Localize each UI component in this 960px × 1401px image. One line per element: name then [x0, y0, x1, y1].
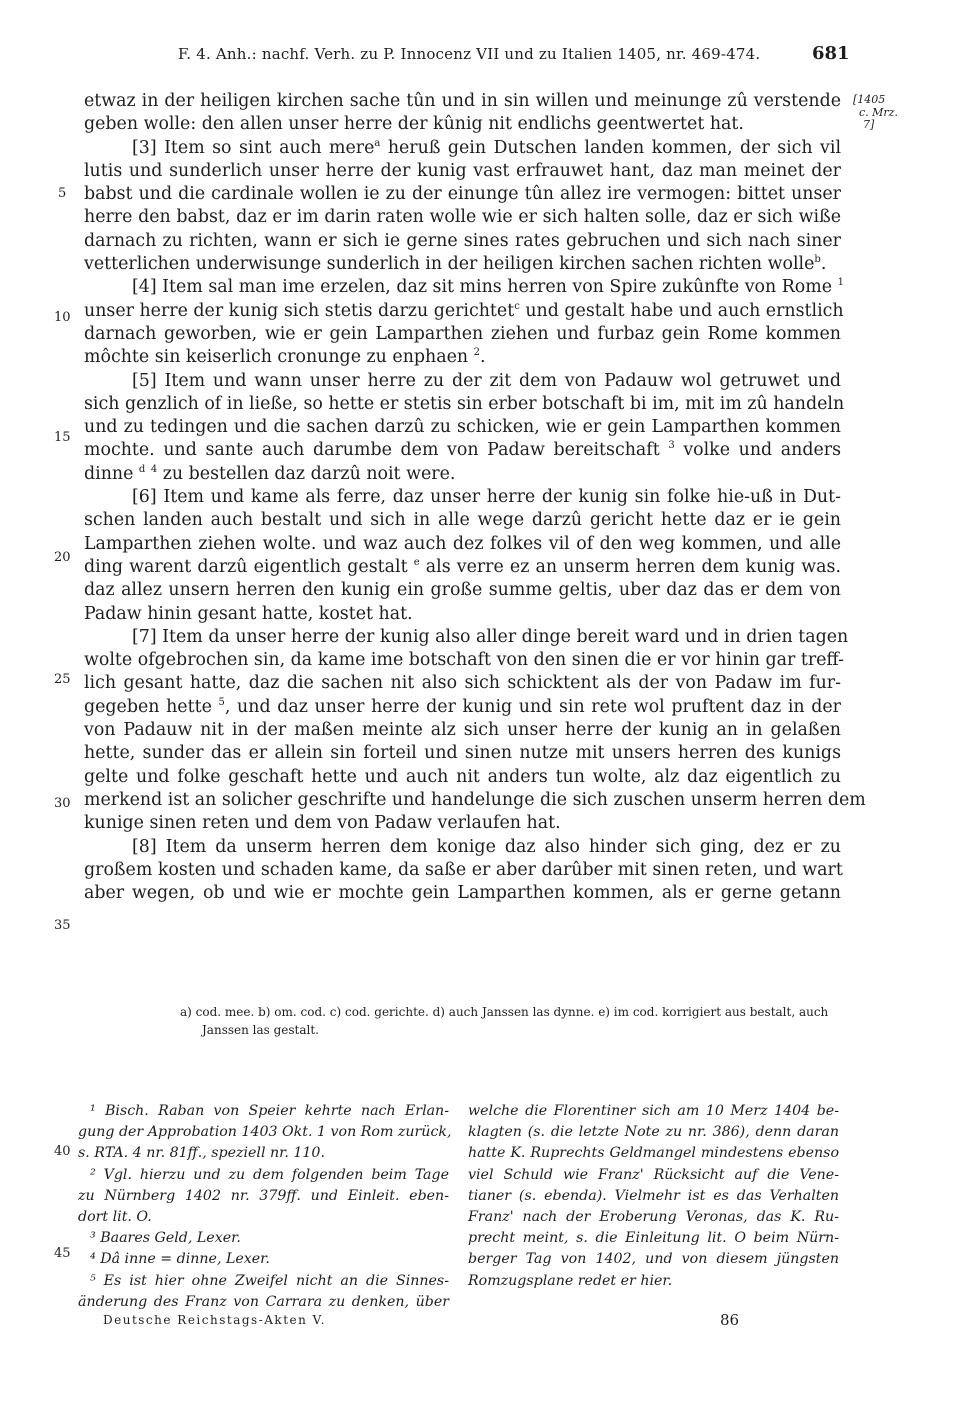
apparatus-mark: c — [514, 300, 520, 312]
footnote-mark: 4 — [150, 463, 158, 475]
text-line: herre den babst, daz er im darin raten wolle wie er sich halten solle, daz er sich wiße — [84, 207, 841, 228]
line-number: 5 — [58, 186, 67, 201]
line-number: 25 — [54, 672, 71, 687]
apparatus-mark: d — [138, 463, 146, 475]
text-line: etwaz in der heiligen kirchen sache tûn und in sin willen und meinunge zû verstende — [84, 91, 841, 111]
margin-note-line: 7] — [863, 118, 875, 132]
text-line: darnach zu richten, wann er sich ie gerne sines rates gebruchen und sich nach siner — [84, 230, 841, 251]
footer-signature-number: 86 — [720, 1311, 740, 1329]
line-number: 10 — [54, 310, 71, 325]
text-line: lutis und sunderlich unser herre der kunig vast erfrauwet hant, daz man meinet der — [84, 160, 841, 181]
text-line: Padaw hinin gesant hatte, kostet hat. — [84, 603, 413, 624]
footnote-mark: 3 — [668, 440, 675, 452]
footnote-line: berger Tag von 1402, und von diesem jüngsten — [468, 1251, 839, 1268]
text-line: merkend ist an solicher geschrifte und handelunge die sich zuschen unserm herren dem — [84, 789, 866, 810]
text-line: geben wolle: den allen unser herre der kûnig nit endlichs geentwertet hat. — [84, 114, 744, 135]
text-line: babst und die cardinale wollen ie zu der einunge tûn allez ire vermogen: bittet unser — [84, 184, 841, 205]
text-line: Lamparthen ziehen wolte. und waz auch dez folkes vil of den weg kommen, und alle — [84, 533, 841, 554]
apparatus-mark: e — [413, 557, 420, 569]
footnote-line: klagten (s. die letzte Note zu nr. 386), denn daran — [468, 1124, 839, 1141]
line-number: 30 — [54, 796, 71, 811]
text-line: dinne $^d$ $^4$ zu bestellen daz darzû noit were. — [84, 463, 456, 484]
text-line: großem kosten und schaden kame, da saße er aber darûber mit sinen reten, und wart — [84, 859, 843, 880]
line-number: 40 — [54, 1144, 71, 1159]
text-line: lich gesant hatte, daz die sachen nit also sich schicktent als der von Padaw im fur- — [84, 673, 841, 694]
text-line: [8] Item da unserm herren dem konige daz also hinder sich ging, dez er zu — [132, 836, 841, 857]
text-line: gegeben hette $^5$, und daz unser herre der kunig und sin rete wol pruftent daz in der — [84, 696, 841, 717]
footnote-line: dort lit. O. — [78, 1209, 152, 1226]
apparatus-line: Janssen las gestalt. — [202, 1023, 320, 1037]
footnote-line: Franz' nach der Eroberung Veronas, das K. Ru- — [468, 1209, 839, 1226]
line-number: 45 — [54, 1246, 71, 1261]
footnotes-left-column — [78, 1101, 452, 1313]
text-line: daz allez unsern herren den kunig ein große summe geltis, uber daz das er dem von — [84, 580, 841, 601]
footnotes-right-column — [468, 1101, 839, 1292]
footnote-line: viel Schuld wie Franz' Rücksicht auf die Vene- — [468, 1166, 839, 1183]
text-line: gelte und folke geschaft hette und auch nit anders tun wolte, alz daz eigentlich zu — [84, 766, 841, 787]
text-line: mochte. und sante auch darumbe dem von Padaw bereitschaft $^3$ volke und anders — [84, 440, 842, 461]
footnote-mark: 5 — [218, 696, 225, 708]
text-line: hette, sunder das er allein sin forteil und sinen nutze mit unsers herren des kunigs — [84, 743, 841, 764]
text-line: [7] Item da unser herre der kunig also aller dinge bereit ward und in drien tagen — [132, 626, 849, 647]
footnote-line: precht meint, s. die Einleitung lit. O beim Nürn- — [468, 1230, 839, 1247]
footnote-line: ⁵ Es ist hier ohne Zweifel nicht an die Sinnes- — [90, 1272, 449, 1289]
text-line: môchte sin keiserlich cronunge zu enphaen $^2$. — [84, 347, 486, 368]
text-line: schen landen auch bestalt und sich in alle wege darzû gericht hette daz er ie gein — [84, 510, 841, 531]
running-header-title: F. 4. Anh.: nachf. Verh. zu P. Innocenz VII und zu Italien 1405, nr. 469-474. — [178, 45, 761, 63]
footnote-line: zu Nürnberg 1402 nr. 379ff. und Einleit. eben- — [78, 1187, 449, 1204]
margin-note-line: [1405 — [853, 93, 886, 106]
critical-apparatus — [180, 1003, 840, 1039]
text-line: [5] Item und wann unser herre zu der zit dem von Padauw wol getruwet und — [132, 370, 841, 391]
text-line: unser herre der kunig sich stetis darzu gerichtet$^c$ und gestalt habe und auch ernstlich — [84, 300, 844, 321]
footnote-line: ¹ Bisch. Raban von Speier kehrte nach Erlan- — [90, 1103, 449, 1119]
apparatus-mark: b — [814, 254, 821, 266]
footnote-line: Romzugsplane redet er hier. — [468, 1272, 673, 1289]
footnote-mark: 2 — [473, 347, 480, 359]
text-line: kunige sinen reten und dem von Padaw verlaufen hat. — [84, 813, 561, 834]
text-line: sich genzlich of in ließe, so hette er stetis sin erber botschaft bi im, mit im zû handeln — [84, 393, 845, 414]
text-line: aber wegen, ob und wie er mochte gein Lamparthen kommen, als er gerne getann — [84, 883, 841, 904]
margin-date-note — [853, 94, 898, 132]
text-line: darnach geworben, wie er gein Lamparthen ziehen und furbaz gein Rome kommen — [84, 323, 841, 344]
apparatus-line: a) cod. mee. b) om. cod. c) cod. gerichte. d) auch Janssen las dynne. e) im cod. korrigiert aus bestalt, auch — [180, 1005, 829, 1019]
footnote-line: gung der Approbation 1403 Okt. 1 von Rom zurück, — [78, 1124, 452, 1141]
footnote-line: s. RTA. 4 nr. 81ff., speziell nr. 110. — [78, 1145, 325, 1162]
line-number: 35 — [54, 918, 71, 933]
margin-note-line: c. Mrz. — [859, 105, 898, 119]
footnote-line: änderung des Franz von Carrara zu denken, über — [78, 1293, 449, 1310]
footer-series-title: Deutsche Reichstags-Akten V. — [103, 1313, 327, 1327]
footnote-line: tianer (s. ebenda). Vielmehr ist es das Verhalten — [468, 1187, 839, 1204]
text-line: [4] Item sal man ime erzelen, daz sit mins herren von Spire zukûnfte von Rome $^1$ — [132, 277, 844, 298]
text-line: [3] Item so sint auch mere$^a$ heruß gein Dutschen landen kommen, der sich vil — [132, 137, 842, 158]
footnote-line: ⁴ Dâ inne = dinne, Lexer. — [90, 1251, 270, 1268]
text-line: ding warent darzû eigentlich gestalt $^e$ als verre ez an unserm herren dem kunig was. — [84, 556, 842, 577]
footnote-line: ³ Baares Geld, Lexer. — [90, 1230, 241, 1247]
text-line: wolte ofgebrochen sin, da kame ime botschaft von den sinen die er vor hinin gar treff- — [84, 650, 845, 671]
main-text — [84, 90, 866, 905]
footnote-line: welche die Florentiner sich am 10 Merz 1404 be- — [468, 1103, 839, 1119]
text-line: vetterlichen underwisunge sunderlich in der heiligen kirchen sachen richten wolle$^b$. — [84, 254, 827, 275]
footnote-line: ² Vgl. hierzu und zu dem folgenden beim Tage — [90, 1166, 449, 1183]
line-number: 15 — [54, 430, 71, 445]
line-number: 20 — [54, 550, 71, 565]
text-line: [6] Item und kame als ferre, daz unser herre der kunig sin folke hie-uß in Dut- — [132, 487, 841, 508]
text-line: und zu tedingen und die sachen darzû zu schicken, wie er gein Lamparthen kommen — [84, 417, 841, 438]
apparatus-mark: a — [374, 137, 381, 149]
text-line: von Padauw nit in der maßen meinte alz sich unser herre der kunig an in gelaßen — [84, 720, 841, 741]
footnote-mark: 1 — [837, 277, 844, 289]
page-number: 681 — [812, 43, 850, 64]
footnote-line: hatte K. Ruprechts Geldmangel mindestens ebenso — [468, 1145, 839, 1162]
